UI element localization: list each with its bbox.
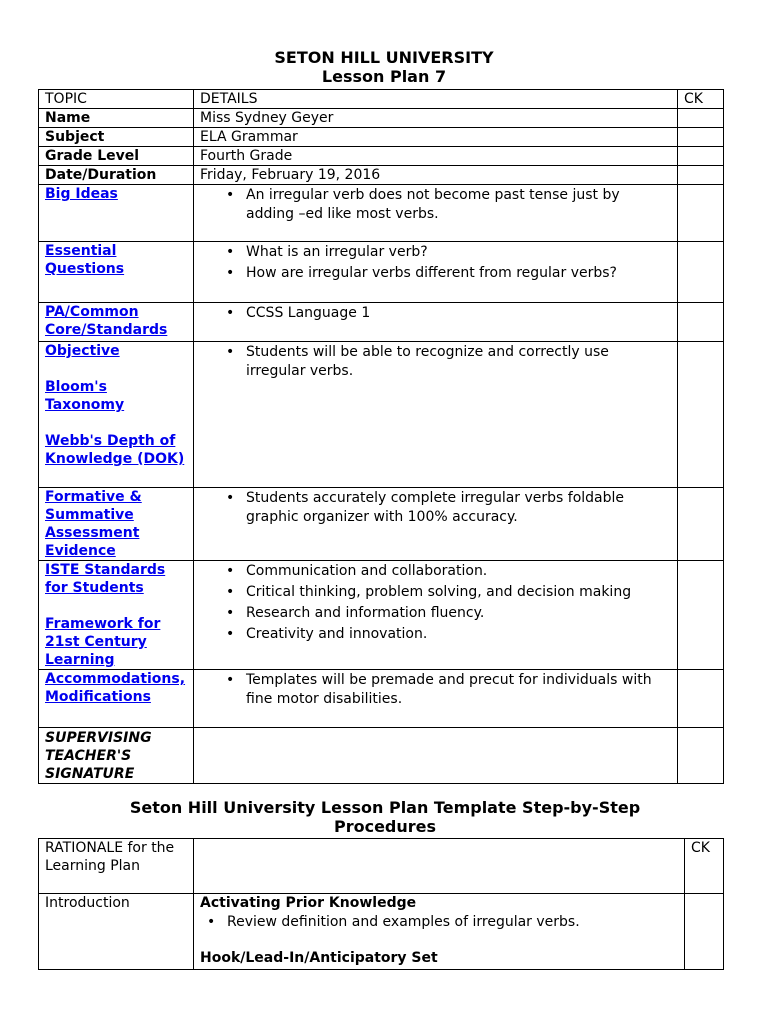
standards-link[interactable]: PA/Common Core/Standards [45, 304, 168, 338]
list-item: • Communication and collaboration. [246, 562, 671, 581]
objective-link[interactable]: Objective [45, 343, 120, 359]
assessment-link[interactable]: Formative & Summative Assessment Evidence [45, 489, 142, 559]
lesson-plan-title: Lesson Plan 7 [321, 67, 447, 86]
list-item: • Creativity and innovation. [246, 625, 671, 644]
col-header-details: DETAILS [194, 90, 678, 109]
webbs-dok-link[interactable]: Webb's Depth of Knowledge (DOK) [45, 433, 185, 467]
table-row [39, 303, 724, 342]
row-label-grade: Grade Level [39, 147, 194, 166]
table-row [39, 670, 724, 728]
list-item: • Research and information fluency. [246, 604, 671, 623]
list-item: • CCSS Language 1 [246, 304, 671, 323]
activating-prior-knowledge-heading: Activating Prior Knowledge [200, 895, 417, 911]
supervising-signature-label: SUPERVISING TEACHER'S SIGNATURE [45, 730, 152, 782]
ck-cell [678, 670, 724, 728]
ck-cell [685, 894, 724, 970]
table-row [39, 894, 724, 970]
essential-questions-link[interactable]: Essential Questions [45, 243, 125, 277]
table-row [39, 166, 724, 185]
table-row [39, 128, 724, 147]
ck-cell [678, 242, 724, 303]
list-item: • Critical thinking, problem solving, and decision making [246, 583, 671, 602]
rationale-field[interactable] [194, 839, 685, 894]
ck-cell [678, 147, 724, 166]
big-ideas-link[interactable]: Big Ideas [45, 186, 118, 202]
university-title: SETON HILL UNIVERSITY [274, 48, 494, 67]
ck-cell [678, 488, 724, 561]
table-row [39, 185, 724, 242]
procedures-table [38, 838, 724, 970]
rationale-label: RATIONALE for the Learning Plan [39, 839, 194, 894]
ck-cell [678, 166, 724, 185]
list-item: • What is an irregular verb? [246, 243, 671, 262]
table-row [39, 561, 724, 670]
table-row [39, 242, 724, 303]
col-header-ck: CK [678, 90, 724, 109]
list-item: • Students will be able to recognize and correctly use irregular verbs. [246, 343, 671, 381]
ck-header: CK [685, 839, 724, 894]
list-item: • Templates will be premade and precut for individuals with fine motor disabilities. [246, 671, 671, 709]
blooms-taxonomy-link[interactable]: Bloom's Taxonomy [45, 379, 125, 413]
row-value-subject: ELA Grammar [194, 128, 678, 147]
accommodations-link[interactable]: Accommodations, Modifications [45, 671, 186, 705]
iste-standards-link[interactable]: ISTE Standards for Students [45, 562, 166, 596]
row-label-date: Date/Duration [39, 166, 194, 185]
list-item: • Review definition and examples of irregular verbs. [227, 913, 678, 932]
list-item: • How are irregular verbs different from regular verbs? [246, 264, 671, 283]
ck-cell [678, 303, 724, 342]
ck-cell [678, 728, 724, 784]
lesson-plan-table [38, 89, 724, 784]
ck-cell [678, 185, 724, 242]
ck-cell [678, 561, 724, 670]
framework-21st-century-link[interactable]: Framework for 21st Century Learning [45, 616, 161, 668]
list-item: • An irregular verb does not become past tense just by adding –ed like most verbs. [246, 186, 671, 224]
row-label-subject: Subject [39, 128, 194, 147]
ck-cell [678, 109, 724, 128]
col-header-topic: TOPIC [39, 90, 194, 109]
procedures-section-title: Seton Hill University Lesson Plan Template Step-by-Step Procedures [129, 798, 641, 836]
ck-cell [678, 128, 724, 147]
ck-cell [678, 342, 724, 488]
row-label-name: Name [39, 109, 194, 128]
row-value-date: Friday, February 19, 2016 [194, 166, 678, 185]
table-row [39, 488, 724, 561]
table-row [39, 147, 724, 166]
list-item: • Students accurately complete irregular verbs foldable graphic organizer with 100% accuracy. [246, 489, 671, 527]
table-header-row [39, 90, 724, 109]
table-row [39, 342, 724, 488]
hook-lead-in-heading: Hook/Lead-In/Anticipatory Set [200, 950, 438, 966]
row-value-name: Miss Sydney Geyer [194, 109, 678, 128]
table-row [39, 839, 724, 894]
table-row [39, 728, 724, 784]
introduction-label: Introduction [39, 894, 194, 970]
signature-field[interactable] [194, 728, 678, 784]
table-row [39, 109, 724, 128]
row-value-grade: Fourth Grade [194, 147, 678, 166]
